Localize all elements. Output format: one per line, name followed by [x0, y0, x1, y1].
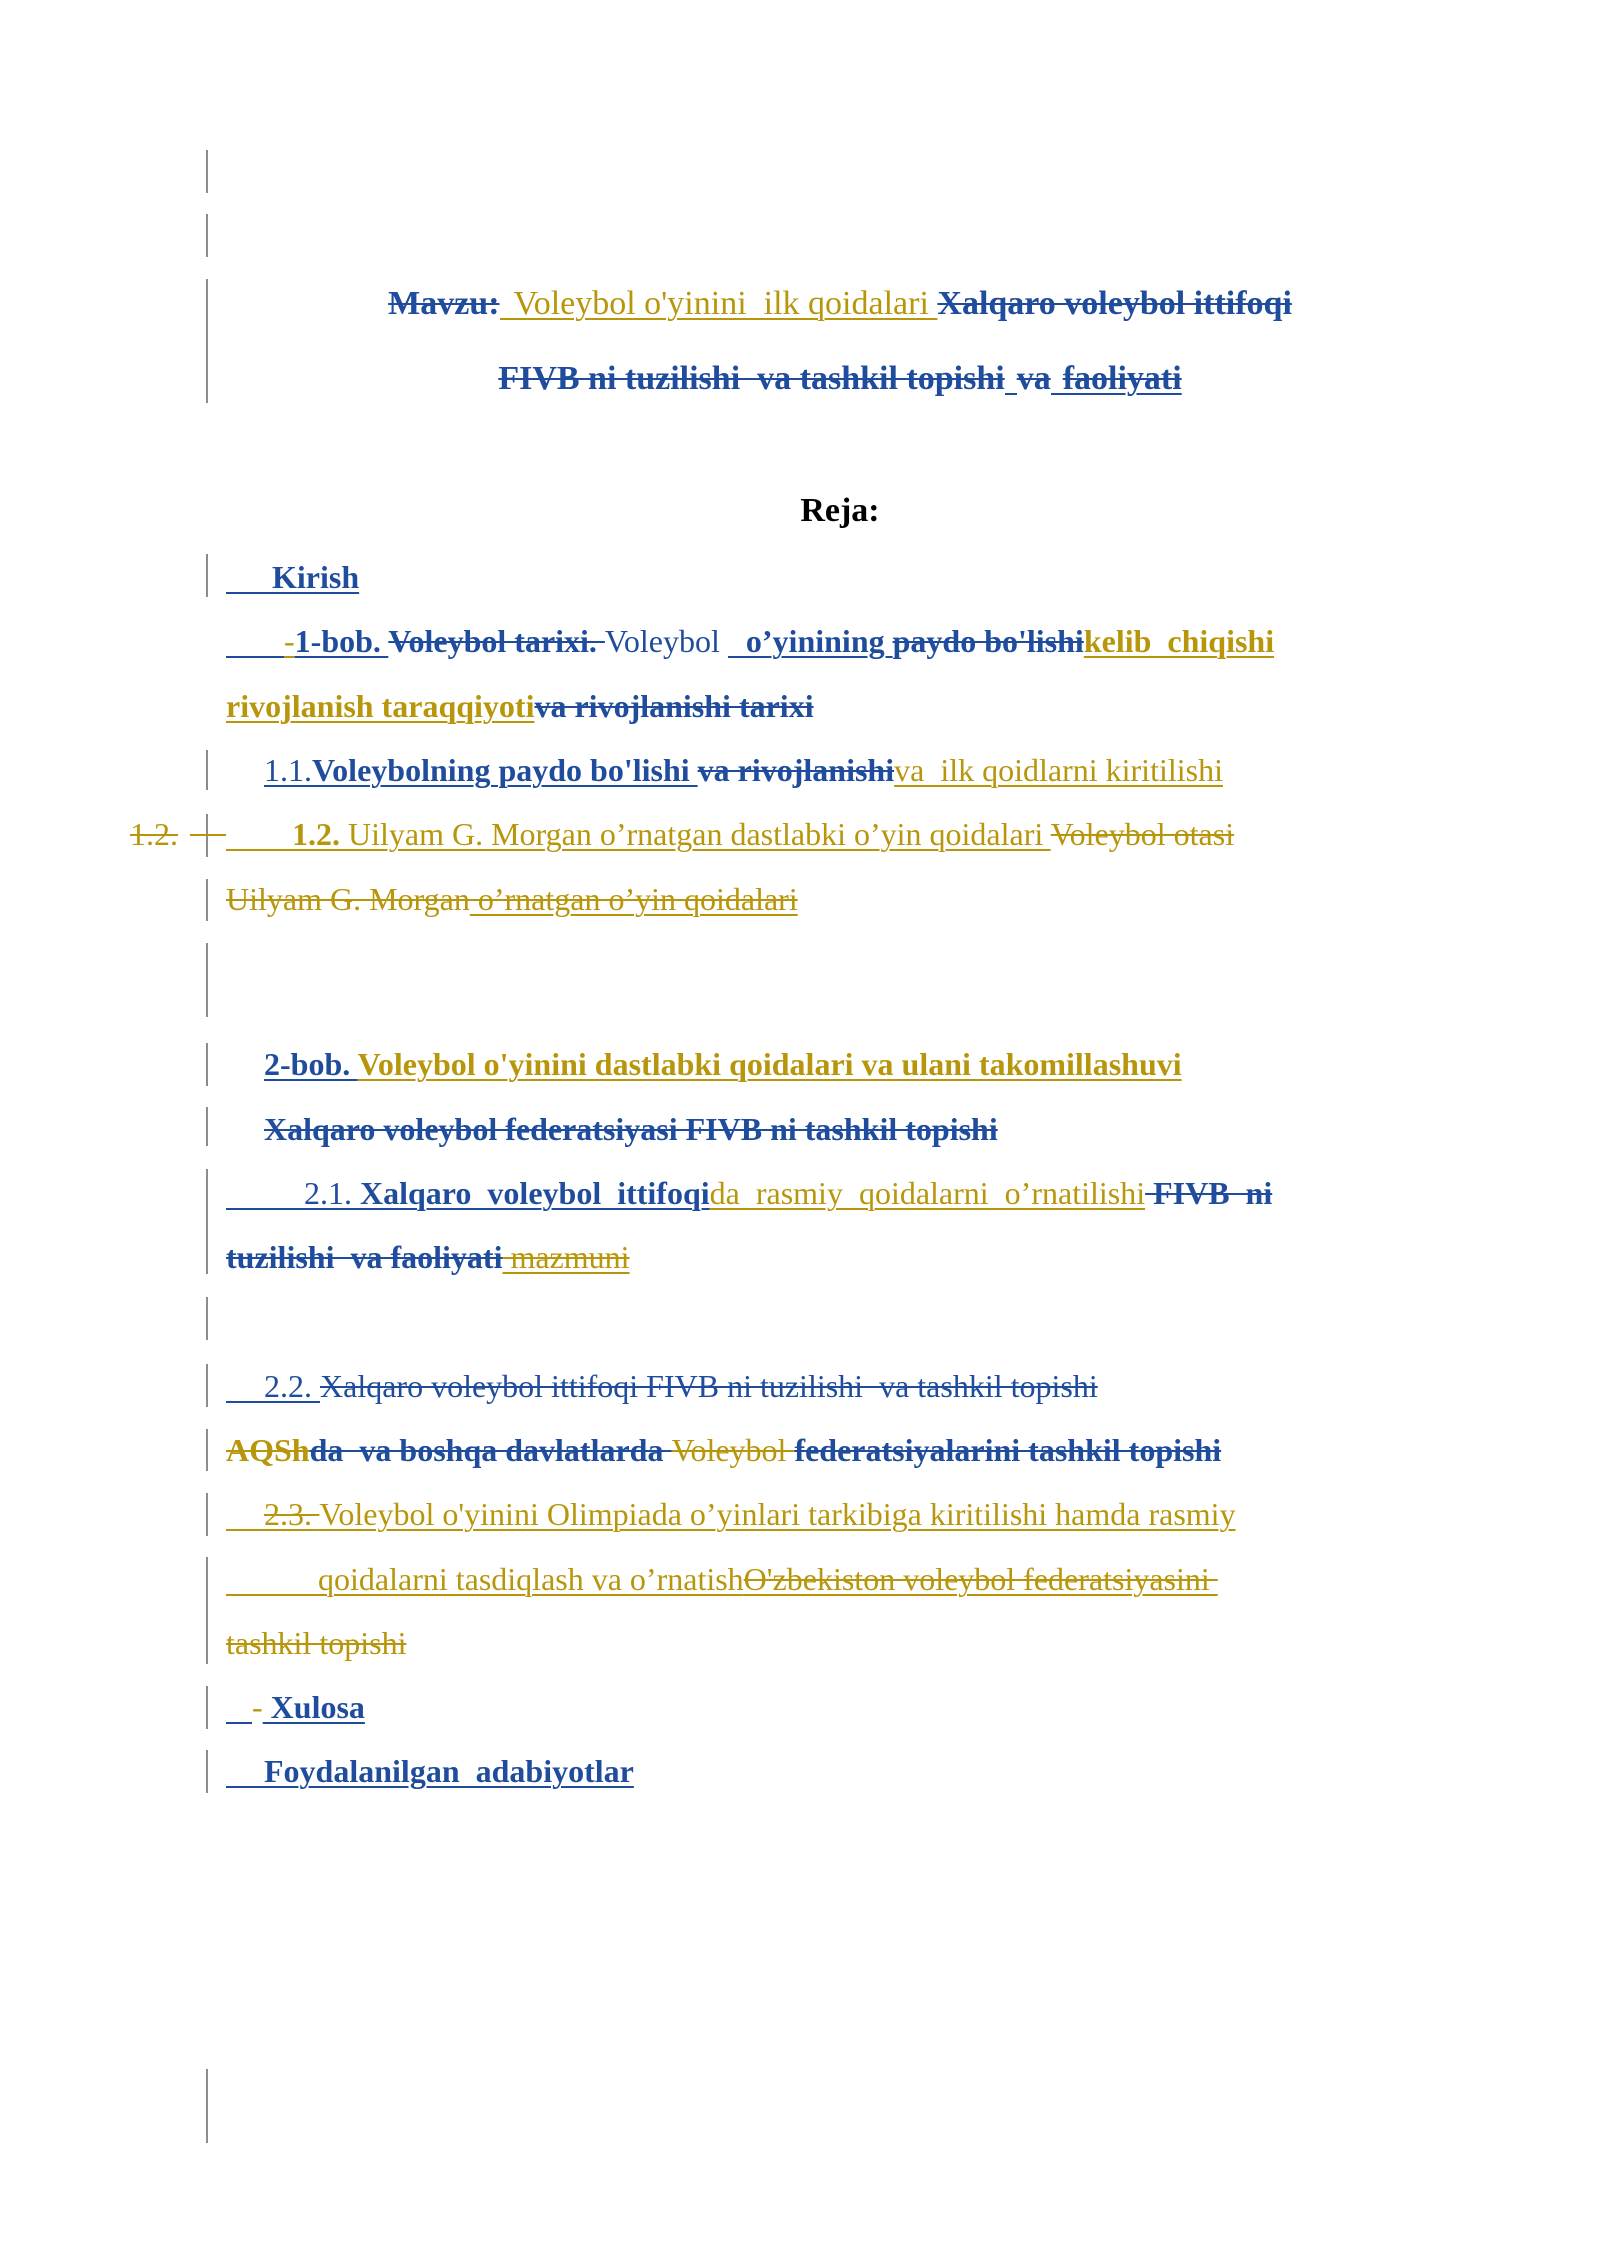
change-bar: [206, 1107, 208, 1146]
deleted-text: mazmuni: [502, 1239, 630, 1275]
toc-line-chapter-1-cont: [226, 683, 814, 729]
toc-line-chapter-2: [264, 1041, 1182, 1087]
change-bar: [206, 1429, 208, 1471]
inserted-text: Voleybol o'yinini ilk qoidalari: [513, 285, 938, 322]
toc-line-2-3-cont: [226, 1556, 1218, 1602]
deleted-text: tuzilishi va faoliyati: [226, 1239, 503, 1275]
inserted-text: Voleybol o'yinini dastlabki qoidalari va ulani takomillashuvi: [357, 1046, 1182, 1082]
inserted-text: da rasmiy qoidalarni o’rnatilishi: [709, 1175, 1146, 1211]
title-line-2: [226, 354, 1454, 404]
deleted-text: va rivojlanishi: [697, 752, 895, 788]
toc-line-1-2-cont: [226, 876, 798, 922]
toc-item-adabiyotlar: Foydalanilgan adabiyotlar: [264, 1753, 634, 1789]
deleted-text: Voleybol otasi: [1050, 816, 1235, 852]
inserted-space: [500, 318, 514, 320]
margin-note: 1.2.: [130, 816, 178, 852]
inserted-space: [226, 849, 292, 851]
deleted-text: tashkil topishi: [226, 1625, 407, 1661]
section-number: 2.1.: [304, 1175, 360, 1211]
deleted-text: FIVB ni: [1145, 1175, 1273, 1211]
inserted-text: qoidalarni tasdiqlash va o’rnatish: [318, 1561, 744, 1597]
inserted-space: [226, 1208, 304, 1210]
deleted-text: va rivojlanishi tarixi: [534, 688, 814, 724]
change-bar: [206, 750, 208, 790]
deleted-text: FIVB ni tuzilishi va tashkil topishi: [498, 360, 1005, 397]
change-bar: [206, 1493, 208, 1536]
toc-line-2-3-cont2: [226, 1620, 406, 1666]
deleted-text: AQSh: [226, 1432, 310, 1468]
change-bar: [206, 214, 208, 257]
toc-item-xulosa: Xulosa: [262, 1689, 365, 1725]
deleted-text: Uilyam G. Morgan: [226, 881, 470, 917]
inserted-space: [226, 1401, 264, 1403]
section-number: 1.2.: [292, 816, 340, 852]
plan-heading: Reja:: [800, 492, 880, 529]
change-bar: [206, 943, 208, 1017]
deleted-text: paydo bo'lishi: [892, 623, 1084, 659]
deleted-text: Mavzu:: [388, 285, 500, 322]
deleted-text: Xalqaro voleybol ittifoqi FIVB ni tuzilishi va tashkil topishi: [320, 1368, 1098, 1404]
toc-line-chapter-1: [226, 618, 1274, 664]
inserted-space: [226, 1722, 252, 1724]
toc-line-adabiyotlar: [226, 1748, 634, 1794]
toc-line-1-2: [226, 811, 1234, 857]
unchanged-text: o’yinining: [745, 623, 893, 659]
section-number: 1.1.: [264, 752, 312, 788]
inserted-text: kelib chiqishi: [1083, 623, 1275, 659]
change-bar: [206, 1557, 208, 1664]
inserted-space: [226, 656, 284, 658]
inserted-text: -: [284, 623, 295, 659]
inserted-space: [226, 592, 272, 594]
inserted-space: [1005, 393, 1017, 395]
change-bar: [206, 1169, 208, 1274]
inserted-space: [226, 1529, 264, 1531]
deleted-text: Xalqaro voleybol federatsiyasi FIVB ni tashkil topishi: [264, 1111, 998, 1147]
change-bar: [206, 1364, 208, 1407]
change-bar: [206, 2069, 208, 2143]
toc-item-kirish: Kirish: [272, 559, 360, 595]
deleted-text: 2.3.: [264, 1496, 320, 1532]
change-bar: [206, 1297, 208, 1340]
unchanged-text: Xalqaro voleybol ittifoqi: [360, 1175, 710, 1211]
inserted-text: rivojlanish taraqqiyoti: [226, 688, 535, 724]
inserted-text: Voleybol o'yinini Olimpiada o’yinlari tarkibiga kiritilishi hamda rasmiy: [319, 1496, 1236, 1532]
unchanged-text: Voleybolning paydo bo'lishi: [312, 752, 698, 788]
chapter-number: 2-bob.: [264, 1046, 358, 1082]
deleted-text: O'zbekiston voleybol federatsiyasini: [743, 1561, 1218, 1597]
change-bar: [206, 279, 208, 403]
deleted-text: Xalqaro voleybol ittifoqi: [937, 285, 1292, 322]
toc-line-kirish: [226, 554, 359, 600]
toc-line-xulosa: [226, 1684, 365, 1730]
deleted-text: va: [1016, 360, 1051, 397]
inserted-text: va ilk qoidlarni kiritilishi: [894, 752, 1223, 788]
toc-line-2-1-cont: [226, 1234, 630, 1280]
toc-line-chapter-2-old: [264, 1106, 998, 1152]
inserted-space: [226, 1786, 264, 1788]
change-bar: [206, 879, 208, 921]
toc-line-2-1: [226, 1170, 1272, 1216]
change-bar: [206, 1750, 208, 1793]
title-line-1: [226, 279, 1454, 329]
inserted-space: [728, 656, 746, 658]
inserted-space: [1051, 393, 1063, 395]
toc-line-2-2-cont: [226, 1427, 1221, 1473]
toc-line-2-2: [226, 1363, 1098, 1409]
inserted-text: -: [252, 1689, 263, 1725]
toc-line-2-3: [226, 1491, 1236, 1537]
deleted-text: o’rnatgan o’yin qoidalari: [469, 881, 798, 917]
inserted-space: [226, 1594, 318, 1596]
deleted-text: da va boshqa davlatlarda: [309, 1432, 672, 1468]
unchanged-text: Voleybol: [604, 623, 728, 659]
section-number: 2.2.: [264, 1368, 320, 1404]
chapter-number: 1-bob.: [294, 623, 389, 659]
margin-note-connector: [190, 834, 226, 836]
change-bar: [206, 554, 208, 597]
change-bar: [206, 1686, 208, 1729]
change-bar: [206, 1043, 208, 1086]
change-bar: [206, 150, 208, 193]
deleted-text: federatsiyalarini tashkil topishi: [794, 1432, 1222, 1468]
toc-line-1-1: [264, 747, 1223, 793]
deleted-text: Voleybol tarixi.: [388, 623, 605, 659]
deleted-text: Voleybol: [671, 1432, 795, 1468]
inserted-text: Uilyam G. Morgan o’rnatgan dastlabki o’yin qoidalari: [340, 816, 1051, 852]
deleted-text: faoliyati: [1062, 360, 1182, 397]
